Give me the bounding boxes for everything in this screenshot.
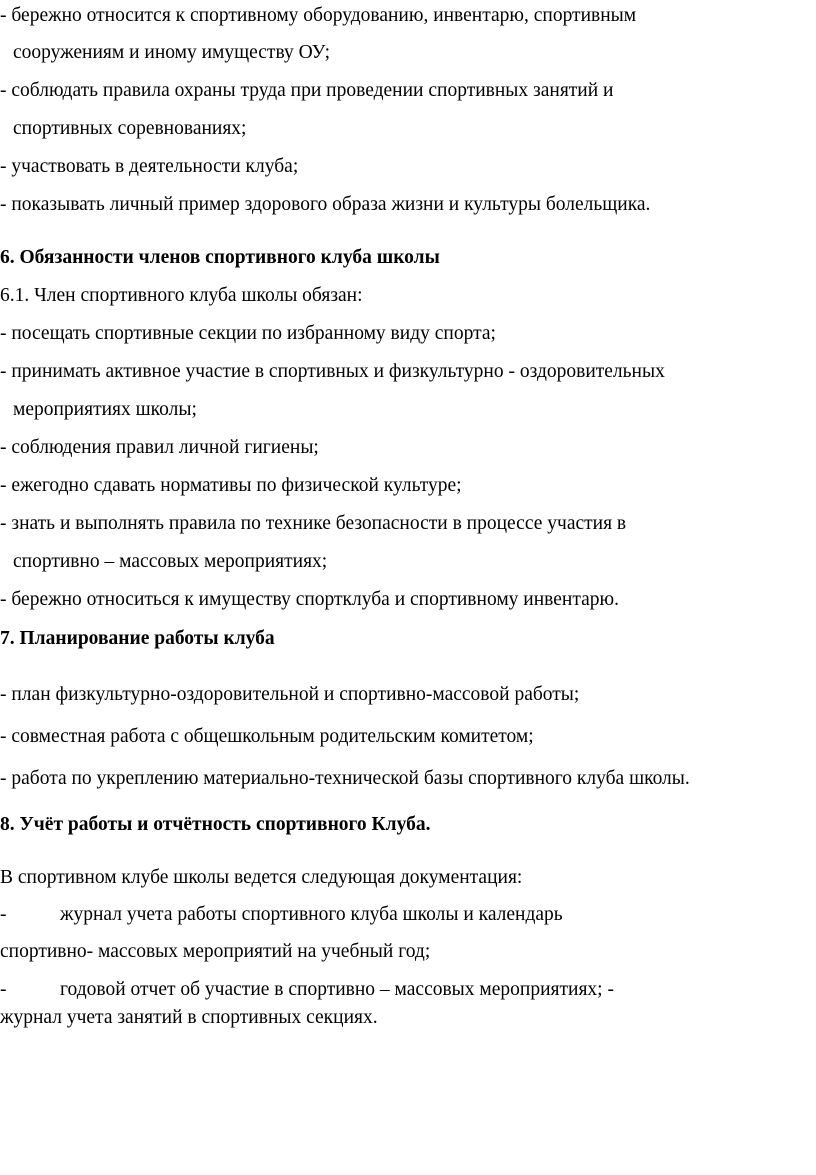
- section-heading: 7. Планирование работы клуба: [0, 628, 275, 649]
- text-line: - план физкультурно-оздоровительной и спортивно-массовой работы;: [0, 684, 580, 705]
- text-line: - посещать спортивные секции по избранному виду спорта;: [0, 323, 496, 344]
- text-line: - принимать активное участие в спортивных и физкультурно - оздоровительных: [0, 361, 665, 382]
- list-dash: -: [0, 979, 7, 1000]
- text-line: спортивных соревнованиях;: [13, 118, 247, 139]
- text-line: - совместная работа с общешкольным родительским комитетом;: [0, 726, 534, 747]
- section-heading: 6. Обязанности членов спортивного клуба школы: [0, 247, 440, 268]
- section-heading: 8. Учёт работы и отчётность спортивного Клуба.: [0, 814, 431, 835]
- list-item-text: журнал учета работы спортивного клуба школы и календарь: [60, 904, 563, 925]
- text-line: 6.1. Член спортивного клуба школы обязан:: [0, 285, 363, 306]
- text-line: сооружениям и иному имуществу ОУ;: [13, 42, 331, 63]
- text-line: - соблюдения правил личной гигиены;: [0, 437, 319, 458]
- list-item-text: годовой отчет об участие в спортивно – массовых мероприятиях; -: [60, 979, 614, 1000]
- text-line: В спортивном клубе школы ведется следующая документация:: [0, 867, 523, 888]
- text-line: - показывать личный пример здорового образа жизни и культуры болельщика.: [0, 194, 651, 215]
- list-item: [0, 903, 816, 927]
- text-line: мероприятиях школы;: [13, 399, 197, 420]
- text-line: - соблюдать правила охраны труда при проведении спортивных занятий и: [0, 80, 614, 101]
- text-line: - участвовать в деятельности клуба;: [0, 156, 299, 177]
- list-dash: -: [0, 904, 7, 925]
- text-line: спортивно – массовых мероприятиях;: [13, 551, 328, 572]
- text-line: спортивно- массовых мероприятий на учебный год;: [0, 941, 431, 962]
- text-line: - бережно относиться к имуществу спортклуба и спортивному инвентарю.: [0, 589, 619, 610]
- text-line: - ежегодно сдавать нормативы по физической культуре;: [0, 475, 462, 496]
- text-line: - знать и выполнять правила по технике безопасности в процессе участия в: [0, 513, 627, 534]
- text-line: - бережно относится к спортивному оборудованию, инвентарю, спортивным: [0, 5, 637, 26]
- list-item: [0, 978, 816, 1002]
- text-line: журнал учета занятий в спортивных секциях.: [0, 1007, 378, 1028]
- text-line: - работа по укреплению материально-технической базы спортивного клуба школы.: [0, 768, 690, 789]
